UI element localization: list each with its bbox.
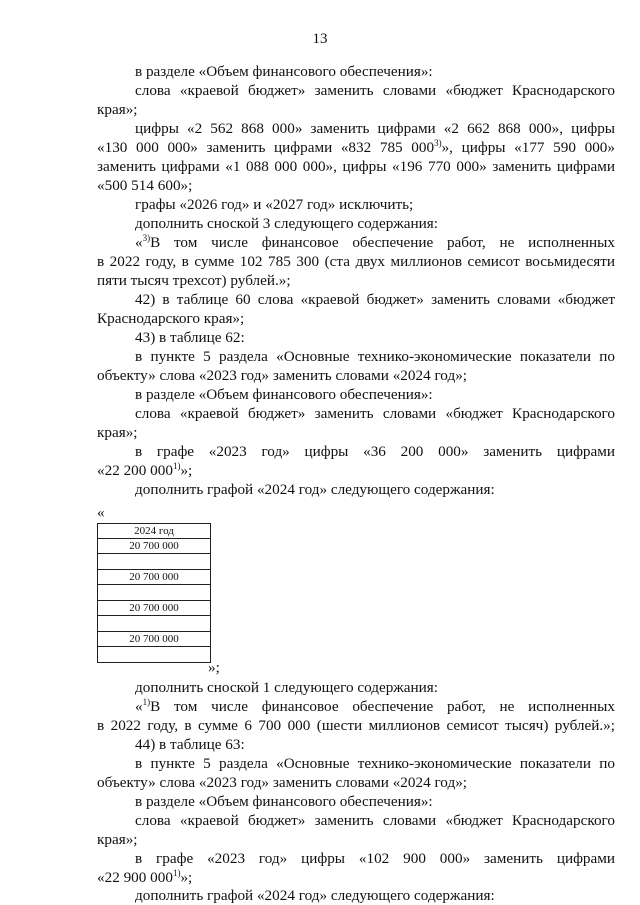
text-line: 42) в таблице 60 слова «краевой бюджет» заменить словами «бюджет: [135, 291, 615, 308]
table-cell: [98, 647, 211, 663]
text-line: в 2022 году, в сумме 102 785 300 (ста двух миллионов семисот восьмидесяти: [97, 253, 615, 270]
text-line: «$^{1)}$В том числе финансовое обеспечение работ, не исполненных: [135, 697, 615, 715]
quote-open: «: [97, 504, 105, 521]
text-line: в графе «2023 год» цифры «36 200 000» заменить цифрами: [135, 443, 615, 460]
text-line: дополнить графой «2024 год» следующего содержания:: [135, 887, 495, 904]
page-number: 13: [312, 31, 328, 47]
text-line: «22 200 000$^{1)}$»;: [97, 461, 193, 479]
text-line: объекту» слова «2023 год» заменить словами «2024 год»;: [97, 774, 468, 791]
text-line: 44) в таблице 63:: [135, 736, 245, 753]
text-line: в пункте 5 раздела «Основные технико-экономические показатели по: [135, 755, 615, 772]
table-2024: [97, 523, 211, 663]
text-line: в 2022 году, в сумме 6 700 000 (шести миллионов семисот тысяч) рублей.»;: [97, 717, 615, 734]
text-line: края»;: [97, 424, 138, 441]
table-header: 2024 год: [98, 524, 211, 539]
text-line: слова «краевой бюджет» заменить словами «бюджет Краснодарского: [135, 812, 615, 829]
table-cell: 20 700 000: [98, 570, 211, 585]
text-line: края»;: [97, 101, 138, 118]
text-line: графы «2026 год» и «2027 год» исключить;: [135, 196, 414, 213]
text-line: объекту» слова «2023 год» заменить словами «2024 год»;: [97, 367, 468, 384]
text-line: дополнить сноской 3 следующего содержания:: [135, 215, 438, 232]
table-cell: 20 700 000: [98, 539, 211, 554]
text-line: Краснодарского края»;: [97, 310, 245, 327]
text-line: «130 000 000» заменить цифрами «832 785 000$^{3)}$», цифры «177 590 000»: [97, 138, 615, 156]
table-cell: [98, 585, 211, 601]
text-line: слова «краевой бюджет» заменить словами «бюджет Краснодарского: [135, 405, 615, 422]
text-line: пяти тысяч трехсот) рублей.»;: [97, 272, 291, 289]
text-line: слова «краевой бюджет» заменить словами «бюджет Краснодарского: [135, 82, 615, 99]
quote-close: »;: [208, 659, 220, 676]
text-line: 43) в таблице 62:: [135, 329, 245, 346]
table-cell: 20 700 000: [98, 632, 211, 647]
text-line: в графе «2023 год» цифры «102 900 000» заменить цифрами: [135, 850, 615, 867]
text-line: в разделе «Объем финансового обеспечения»:: [135, 63, 433, 80]
text-line: дополнить сноской 1 следующего содержания:: [135, 679, 438, 696]
table-cell: [98, 554, 211, 570]
text-line: в пункте 5 раздела «Основные технико-экономические показатели по: [135, 348, 615, 365]
text-line: «500 514 600»;: [97, 177, 193, 194]
text-line: «22 900 000$^{1)}$»;: [97, 868, 193, 886]
text-line: края»;: [97, 831, 138, 848]
text-line: дополнить графой «2024 год» следующего содержания:: [135, 481, 495, 498]
text-line: в разделе «Объем финансового обеспечения»:: [135, 793, 433, 810]
text-line: в разделе «Объем финансового обеспечения»:: [135, 386, 433, 403]
table-cell: 20 700 000: [98, 601, 211, 616]
text-line: цифры «2 562 868 000» заменить цифрами «2 662 868 000», цифры: [135, 120, 615, 137]
table-cell: [98, 616, 211, 632]
text-line: заменить цифрами «1 088 000 000», цифры «196 770 000» заменить цифрами: [97, 158, 615, 175]
text-line: «$^{3)}$В том числе финансовое обеспечение работ, не исполненных: [135, 233, 615, 251]
